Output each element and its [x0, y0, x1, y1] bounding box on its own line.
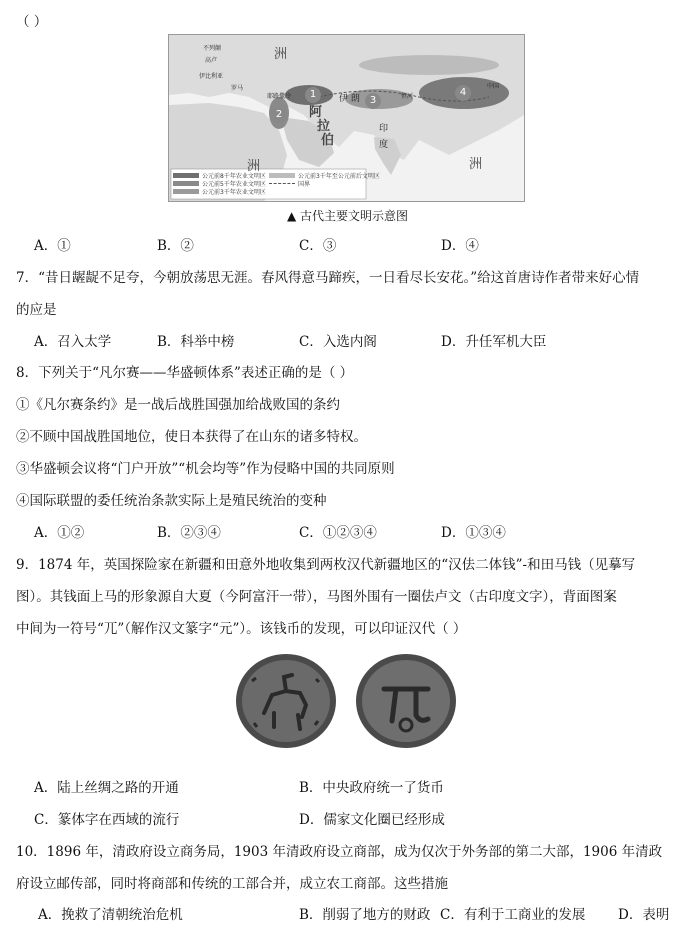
q10-option-a[interactable]: A．挽救了清朝统治危机 — [38, 907, 183, 923]
q10-option-d[interactable]: D．表明 — [618, 907, 670, 923]
map-label-africa: 洲 — [247, 159, 261, 174]
q9-stem-line-1: 9．1874 年，英国探险家在新疆和田意外地收集到两枚汉代新疆地区的“汉佉二体钱”-和田马钱（见摹写 — [16, 557, 636, 573]
q8-option-d[interactable]: D．①③④ — [441, 525, 506, 541]
coin-reverse — [356, 654, 456, 748]
map-marker-2: 2 — [271, 107, 287, 123]
map-label-rome: 罗马 — [231, 85, 244, 92]
map-label-india-1: 印 — [379, 124, 389, 134]
legend-item-1: 公元前8千年农业文明区 — [202, 172, 266, 180]
map-caption: ▲ 古代主要文明示意图 — [287, 209, 409, 223]
q7-option-d[interactable]: D．升任军机大臣 — [441, 334, 547, 350]
legend-item-5: 国界 — [298, 180, 311, 188]
map-label-arabia-2: 拉 — [317, 119, 331, 134]
map-label-asia-top: 洲 — [274, 47, 288, 62]
map-label-arabia-3: 伯 — [321, 133, 335, 148]
q8-item-4: ④国际联盟的委任统治条款实际上是殖民统治的变种 — [16, 493, 327, 509]
q9-stem-line-3: 中间为一符号“兀”（解作汉文篆字“元”）。该钱币的发现，可以印证汉代（ ） — [16, 621, 467, 637]
legend-item-4: 公元前3千年至公元前后文明区 — [298, 172, 380, 180]
q10-stem-line-2: 府设立邮传部，同时将商部和传统的工部合并，成立农工商部。这些措施 — [16, 876, 448, 892]
legend-item-2: 公元前5千年农业文明区 — [202, 180, 266, 188]
q9-option-a[interactable]: A．陆上丝绸之路的开通 — [34, 780, 179, 796]
q9-option-b[interactable]: B．中央政府统一了货币 — [299, 780, 444, 796]
q6-option-a[interactable]: A．① — [34, 238, 71, 254]
hetian-horse-coins-image — [234, 651, 459, 751]
q6-option-d[interactable]: D．④ — [441, 238, 479, 254]
q8-option-a[interactable]: A．①② — [34, 525, 85, 541]
map-marker-3: 3 — [365, 93, 381, 109]
map-legend-right — [269, 171, 469, 187]
question-answer-bracket: （ ） — [16, 14, 48, 30]
map-marker-1: 1 — [305, 87, 321, 103]
q7-option-b[interactable]: B．科举中榜 — [157, 334, 235, 350]
map-label-britain: 不列颠 — [203, 45, 222, 52]
ancient-civilizations-map — [168, 34, 525, 202]
map-label-asia-bottom: 洲 — [469, 157, 483, 172]
q7-option-c[interactable]: C．入选内阁 — [299, 334, 377, 350]
q8-item-2: ②不顾中国战胜国地位，使日本获得了在山东的诸多特权。 — [16, 429, 367, 445]
map-label-iberia: 伊比利亚 — [199, 73, 224, 80]
map-label-gaul: 高卢 — [205, 57, 218, 64]
legend-item-3: 公元前3千年农业文明区 — [202, 188, 266, 196]
map-label-iran: 伊 朗 — [339, 94, 360, 104]
q8-item-1: ①《凡尔赛条约》是一战后战胜国强加给战败国的条约 — [16, 397, 340, 413]
q8-item-3: ③华盛顿会议将“门户开放”“机会均等”作为侵略中国的共同原则 — [16, 461, 395, 477]
map-label-ganges: 恒河 — [401, 93, 414, 100]
q10-option-c[interactable]: C．有利于工商业的发展 — [440, 907, 586, 923]
map-label-china: 中国 — [487, 83, 500, 90]
q9-option-c[interactable]: C．篆体字在西域的流行 — [34, 812, 180, 828]
coin-obverse — [236, 654, 336, 748]
q9-option-d[interactable]: D．儒家文化圈已经形成 — [299, 812, 445, 828]
q7-stem-line-1: 7．“昔日龌龊不足夸，今朝放荡思无涯。春风得意马蹄疾，一日看尽长安花。”给这首唐诗作者带来好心情 — [16, 270, 640, 286]
q7-option-a[interactable]: A．召入太学 — [34, 334, 112, 350]
q8-stem: 8．下列关于“凡尔赛——华盛顿体系”表述正确的是（ ） — [16, 365, 354, 381]
map-label-arabia-1: 阿 — [309, 105, 323, 120]
q10-stem-line-1: 10．1896 年，清政府设立商务局，1903 年清政府设立商部，成为仅次于外务部的第二大部，1906 年清政 — [16, 844, 663, 860]
map-label-jerusalem: 耶路撒冷 — [267, 93, 292, 100]
q10-option-b[interactable]: B．削弱了地方的财政 — [299, 907, 431, 923]
q9-stem-line-2: 图）。其钱面上马的形象源自大夏（今阿富汗一带），马图外围有一圈佉卢文（古印度文字），背面图案 — [16, 589, 617, 605]
q6-option-b[interactable]: B．② — [157, 238, 194, 254]
map-marker-4: 4 — [455, 85, 471, 101]
q6-option-c[interactable]: C．③ — [299, 238, 337, 254]
q8-option-c[interactable]: C．①②③④ — [299, 525, 377, 541]
q7-stem-line-2: 的应是 — [16, 302, 57, 318]
q8-option-b[interactable]: B．②③④ — [157, 525, 221, 541]
map-label-india-2: 度 — [379, 140, 389, 150]
